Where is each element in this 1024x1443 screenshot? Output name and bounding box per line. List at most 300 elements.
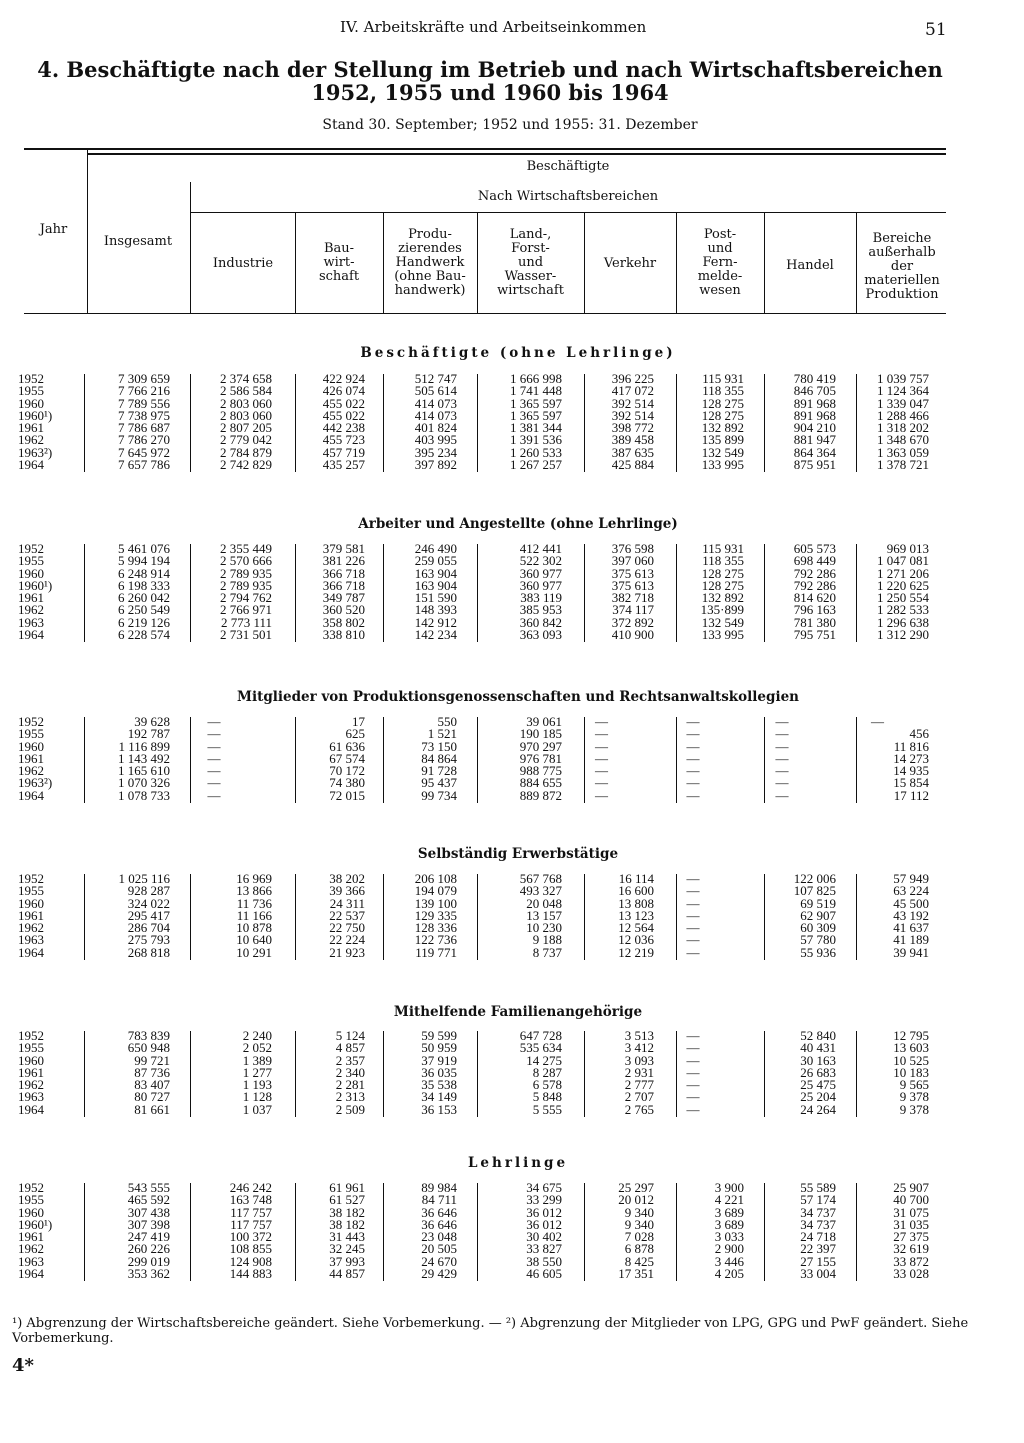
value-column [285,1030,365,1116]
value-cell: 144 883 [229,1265,272,1281]
section-title: Arbeiter und Angestellte (ohne Lehrlinge) [358,516,678,532]
year-cell: 1955 [18,1192,44,1208]
value-cell: 1 296 638 [877,614,929,630]
value-column [285,543,365,641]
column-divider [477,544,478,642]
value-column [182,1030,272,1116]
value-cell: 59 599 [421,1028,457,1043]
page-mark: 4* [12,1355,34,1376]
value-cell: 522 302 [519,553,562,569]
value-cell: 1 312 290 [877,626,929,642]
value-cell: 2 789 935 [220,565,272,581]
value-cell: 783 839 [127,1028,170,1043]
year-cell: 1964 [18,944,44,960]
value-cell: 650 948 [127,1040,170,1056]
value-cell: 928 287 [127,883,170,899]
dash-cell: — [686,1064,700,1080]
column-divider [856,374,857,472]
value-cell: 22 397 [800,1241,836,1257]
value-cell: 115 931 [702,371,744,386]
section-title: Mithelfende Familienangehörige [393,1004,643,1020]
year-cell: 1960 [18,1052,44,1068]
value-cell: 41 637 [893,920,929,935]
value-cell: 375 613 [611,565,654,581]
value-cell: 60 309 [800,920,836,935]
value-cell: 307 398 [127,1216,170,1232]
value-cell: 1 047 081 [877,553,929,569]
year-column [18,373,52,471]
value-cell: 38 182 [329,1204,365,1220]
value-cell: 374 117 [612,602,654,618]
value-cell: 2 281 [335,1077,365,1092]
value-cell: 366 718 [322,577,365,593]
value-cell: 2 900 [714,1241,744,1257]
value-cell: 81 661 [134,1101,170,1117]
value-cell: 25 297 [618,1180,654,1195]
value-cell: 30 163 [800,1052,836,1068]
value-cell: 128 275 [701,407,744,423]
column-divider [584,874,585,960]
value-cell: 6 260 042 [118,590,170,605]
dash-cell: — [686,932,700,948]
value-cell: 1 381 344 [510,420,562,435]
value-cell: 32 619 [893,1241,929,1257]
value-cell: 9 340 [624,1204,654,1220]
column-divider [383,1031,384,1117]
value-cell: 117 757 [230,1216,272,1232]
value-cell: 814 620 [793,590,836,605]
value-cell: 2 355 449 [220,541,272,556]
value-cell: 846 705 [793,383,836,399]
value-cell: 875 951 [793,456,836,472]
value-cell: 10 291 [236,944,272,960]
value-column [372,873,457,959]
dash-cell: — [686,1028,700,1043]
value-column [182,873,272,959]
value-cell: 2 707 [624,1089,654,1105]
value-cell: 3 033 [714,1229,744,1244]
column-divider [584,544,585,642]
value-cell: 299 019 [127,1253,170,1269]
year-cell: 1962 [18,763,44,778]
value-cell: 11 166 [236,907,272,923]
column-divider [477,717,478,803]
column-divider [84,1183,85,1281]
value-cell: 6 219 126 [118,614,170,630]
value-cell: 2 766 971 [220,602,272,618]
value-cell: 796 163 [793,602,836,618]
value-cell: 24 311 [329,895,365,911]
value-cell: 39 628 [134,714,170,729]
year-cell: 1955 [18,383,44,399]
value-cell: 13 123 [618,907,654,923]
value-cell: 1 220 625 [877,577,929,593]
value-cell: 6 248 914 [118,565,170,581]
value-cell: 1 282 533 [877,602,929,618]
value-cell: 37 993 [329,1253,365,1269]
value-cell: 397 892 [414,456,457,472]
value-cell: 37 919 [421,1052,457,1068]
value-cell: 4 221 [714,1192,744,1208]
column-divider [764,717,765,803]
value-cell: 385 953 [519,602,562,618]
value-cell: 1 250 554 [877,590,929,605]
value-column [372,716,457,802]
header-industrie: Industrie [212,256,274,271]
column-divider [84,544,85,642]
value-cell: 115 931 [702,541,744,556]
year-cell: 1960 [18,895,44,911]
value-cell: 16 600 [618,883,654,899]
value-cell: 46 605 [526,1265,562,1281]
value-cell: 2 773 111 [220,614,272,630]
value-cell: 13 866 [236,883,272,899]
year-cell: 1952 [18,371,44,386]
column-divider [295,1031,296,1117]
header-bottom-rule [24,313,946,314]
year-cell: 1961 [18,420,44,435]
dash-cell: — [686,726,700,742]
dash-cell: — [686,1077,700,1092]
value-cell: 7 309 659 [118,371,170,386]
value-cell: 268 818 [127,944,170,960]
value-cell: 2 240 [242,1028,272,1043]
value-column [662,543,744,641]
value-cell: 5 994 194 [118,553,170,569]
year-column [18,1030,44,1116]
value-cell: 32 245 [329,1241,365,1257]
value-cell: 324 022 [127,895,170,911]
value-cell: 29 429 [421,1265,457,1281]
value-cell: 605 573 [793,541,836,556]
value-column [285,373,365,471]
dash-cell: — [595,750,608,766]
value-cell: 383 119 [520,590,562,605]
value-cell: 16 114 [618,871,654,886]
year-cell: 1961 [18,590,44,605]
page-number: 51 [925,20,947,40]
value-cell: 108 855 [229,1241,272,1257]
value-cell: 135·899 [700,602,744,618]
dash-cell: — [686,1040,700,1056]
column-divider [764,874,765,960]
value-cell: 1 741 448 [510,383,562,399]
value-cell: 881 947 [793,432,836,448]
year-cell: 1955 [18,553,44,569]
value-cell: 1 165 610 [118,763,170,778]
value-cell: 62 907 [800,907,836,923]
dash-cell: — [686,1052,700,1068]
value-cell: 625 [345,726,365,742]
column-divider [676,374,677,472]
value-cell: 259 055 [414,553,457,569]
value-cell: 99 721 [134,1052,170,1068]
column-divider [584,717,585,803]
value-cell: 376 598 [611,541,654,556]
column-divider [84,374,85,472]
value-cell: 9 378 [899,1089,929,1105]
value-cell: 9 188 [532,932,562,948]
value-column [569,716,654,802]
year-cell: 1962 [18,1241,44,1257]
column-divider [190,1031,191,1117]
value-cell: 31 443 [329,1229,365,1244]
value-cell: 401 824 [414,420,457,435]
value-cell: 5 124 [335,1028,365,1043]
value-cell: 55 589 [800,1180,836,1195]
page-subtitle: Stand 30. September; 1952 und 1955: 31. Dezember [322,117,698,133]
value-cell: 11 736 [236,895,272,911]
value-cell: 36 035 [421,1064,457,1080]
dash-cell: — [595,775,608,791]
dash-cell: — [686,714,700,729]
dash-cell: — [595,763,608,778]
value-cell: 12 036 [618,932,654,948]
value-cell: 353 362 [127,1265,170,1281]
value-cell: 39 061 [526,714,562,729]
year-cell: 1960 [18,395,44,411]
value-cell: 34 149 [421,1089,457,1105]
value-cell: 124 908 [229,1253,272,1269]
section-title: Beschäftigte (ohne Lehrlinge) [360,345,676,361]
value-cell: 1 378 721 [877,456,929,472]
year-cell: 1962 [18,920,44,935]
year-column [18,716,52,802]
year-cell: 1963 [18,1253,44,1269]
column-divider [584,1183,585,1281]
value-cell: 1 389 [242,1052,272,1068]
value-cell: 1 271 206 [877,565,929,581]
value-cell: 26 683 [800,1064,836,1080]
value-cell: 151 590 [414,590,457,605]
year-cell: 1964 [18,1101,44,1117]
value-cell: 33 028 [893,1265,929,1281]
dash-cell: — [686,787,700,803]
value-cell: 1 318 202 [877,420,929,435]
column-divider [856,544,857,642]
value-cell: 1 666 998 [510,371,562,386]
value-cell: 442 238 [322,420,365,435]
value-cell: 8 425 [624,1253,654,1269]
value-cell: 7 657 786 [118,456,170,472]
value-cell: 2 052 [242,1040,272,1056]
section-title: Mitglieder von Produktionsgenossenschaften und Rechtsanwaltskollegien [237,689,799,705]
value-column [85,1030,170,1116]
value-cell: 74 380 [329,775,365,791]
value-cell: 372 892 [611,614,654,630]
value-cell: 30 402 [526,1229,562,1244]
year-cell: 1960¹) [18,577,53,593]
year-cell: 1955 [18,1040,44,1056]
value-cell: 129 335 [414,907,457,923]
value-cell: 1 339 047 [877,395,929,411]
value-column [85,873,170,959]
value-cell: 40 431 [800,1040,836,1056]
value-cell: 2 374 658 [220,371,272,386]
value-cell: 142 912 [414,614,457,630]
value-cell: 988 775 [519,763,562,778]
value-cell: 360 842 [519,614,562,630]
value-cell: 89 984 [421,1180,457,1195]
value-cell: 2 340 [335,1064,365,1080]
value-cell: 34 737 [800,1204,836,1220]
value-cell: 132 892 [701,590,744,605]
dash-cell: — [595,738,608,754]
dash-cell: — [207,787,221,803]
column-divider [295,874,296,960]
dash-cell: — [686,775,700,791]
value-cell: 14 275 [526,1052,562,1068]
column-divider [190,874,191,960]
value-cell: 338 810 [322,626,365,642]
value-cell: 4 205 [714,1265,744,1281]
value-cell: 780 419 [793,371,836,386]
value-cell: 36 153 [421,1101,457,1117]
value-cell: 139 100 [414,895,457,911]
value-cell: 1 365 597 [510,407,562,423]
value-cell: 2 742 829 [220,456,272,472]
value-cell: 38 182 [329,1216,365,1232]
dash-cell: — [686,871,700,886]
year-cell: 1962 [18,432,44,448]
value-cell: 14 273 [893,750,929,766]
column-divider [676,717,677,803]
value-cell: 118 355 [702,383,744,399]
value-cell: 33 299 [526,1192,562,1208]
header-divider [87,150,88,313]
value-cell: 84 864 [421,750,457,766]
value-column [85,716,170,802]
year-cell: 1963 [18,1089,44,1105]
value-cell: 1 116 899 [118,738,170,754]
dash-cell: — [775,738,789,754]
value-cell: 410 900 [611,626,654,642]
value-cell: 31 075 [893,1204,929,1220]
value-cell: 422 924 [322,371,365,386]
dash-cell: — [595,726,608,742]
column-divider [84,874,85,960]
column-divider [190,1183,191,1281]
value-cell: 398 772 [611,420,654,435]
year-cell: 1952 [18,541,44,556]
dash-cell: — [207,750,221,766]
value-cell: 3 412 [624,1040,654,1056]
year-cell: 1952 [18,871,44,886]
value-column [467,1030,562,1116]
value-cell: 1 193 [242,1077,272,1092]
value-column [569,873,654,959]
year-cell: 1963²) [18,444,53,460]
value-cell: 1 037 [242,1101,272,1117]
value-cell: 13 603 [893,1040,929,1056]
column-divider [477,1183,478,1281]
year-cell: 1960 [18,738,44,754]
value-column [467,716,562,802]
column-divider [190,717,191,803]
value-cell: 7 786 687 [118,420,170,435]
value-cell: 2 807 205 [220,420,272,435]
dash-cell: — [775,750,789,766]
dash-cell: — [207,714,221,729]
value-cell: 2 803 060 [220,395,272,411]
year-cell: 1960 [18,565,44,581]
value-column [569,543,654,641]
dash-cell: — [686,1089,700,1105]
value-cell: 1 277 [242,1064,272,1080]
value-column [182,716,272,802]
header-insgesamt: Insgesamt [103,234,173,249]
value-cell: 52 840 [800,1028,836,1043]
year-cell: 1955 [18,883,44,899]
header-nach-wirtschaftsbereichen: Nach Wirtschaftsbereichen [477,189,659,204]
value-cell: 8 287 [532,1064,562,1080]
value-cell: 25 907 [893,1180,929,1195]
value-cell: 275 793 [127,932,170,948]
value-cell: 133 995 [701,626,744,642]
value-cell: 163 748 [229,1192,272,1208]
value-cell: 95 437 [421,775,457,791]
value-column [467,373,562,471]
year-cell: 1960¹) [18,407,53,423]
year-cell: 1960¹) [18,1216,53,1232]
value-cell: 366 718 [322,565,365,581]
value-cell: 12 219 [618,944,654,960]
value-cell: 976 781 [519,750,562,766]
value-cell: 1 267 257 [510,456,562,472]
value-column [182,1182,272,1280]
value-cell: 246 490 [414,541,457,556]
value-cell: 20 012 [618,1192,654,1208]
value-cell: 360 520 [322,602,365,618]
column-divider [856,874,857,960]
value-column [662,873,744,959]
year-cell: 1964 [18,787,44,803]
value-cell: 6 878 [624,1241,654,1257]
column-divider [84,1031,85,1117]
value-cell: 1 521 [427,726,457,742]
value-cell: 67 574 [329,750,365,766]
value-cell: 38 202 [329,871,365,886]
year-cell: 1964 [18,456,44,472]
value-cell: 417 072 [611,383,654,399]
value-cell: 43 192 [893,907,929,923]
value-column [467,873,562,959]
value-cell: 3 689 [714,1216,744,1232]
value-cell: 41 189 [893,932,929,948]
header-handel: Handel [786,258,834,273]
value-cell: 132 549 [701,614,744,630]
column-divider [295,1183,296,1281]
year-column [18,873,44,959]
value-cell: 50 959 [421,1040,457,1056]
value-cell: 12 564 [618,920,654,935]
year-cell: 1962 [18,602,44,618]
dash-cell: — [595,787,608,803]
value-column [85,373,170,471]
column-divider [856,1031,857,1117]
value-cell: 91 728 [421,763,457,778]
dash-cell: — [686,883,700,899]
value-cell: 396 225 [611,371,654,386]
value-cell: 455 022 [322,407,365,423]
column-divider [383,374,384,472]
value-cell: 23 048 [421,1229,457,1244]
value-cell: 1 070 326 [118,775,170,791]
value-cell: 969 013 [886,541,929,556]
value-column [569,1030,654,1116]
dash-cell: — [207,738,221,754]
dash-cell: — [686,1101,700,1117]
